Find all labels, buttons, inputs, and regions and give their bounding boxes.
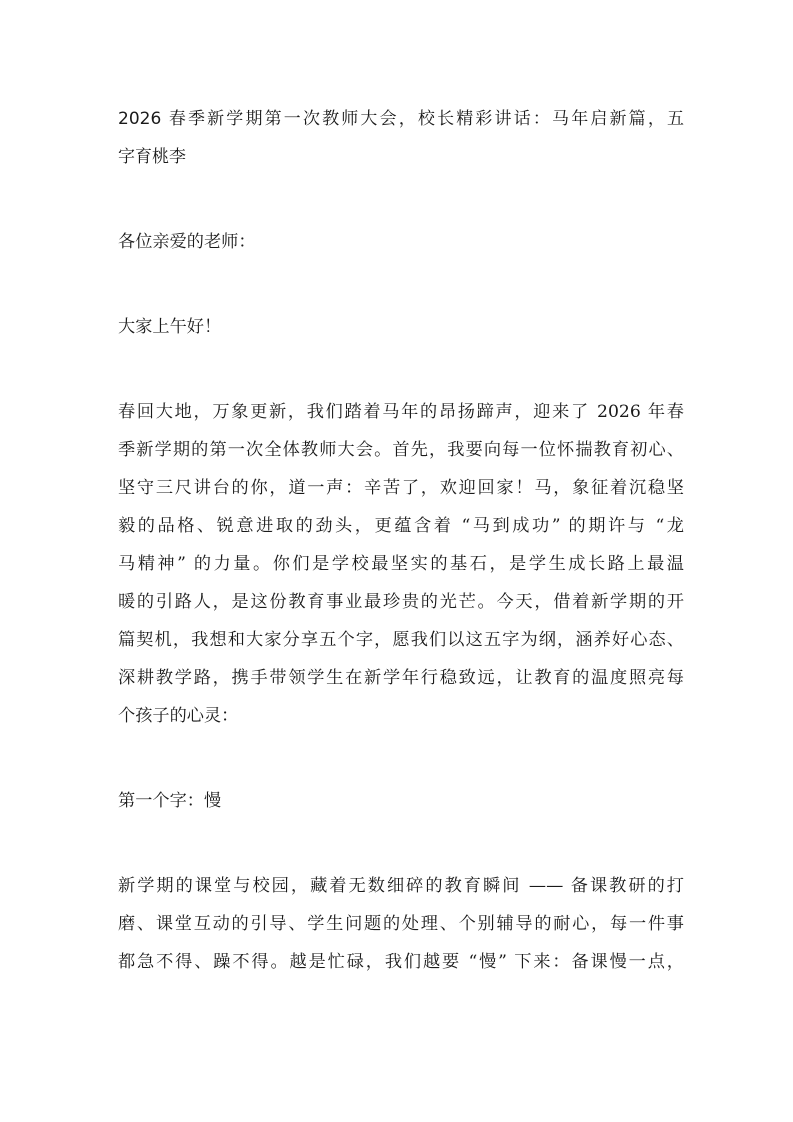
document-title xyxy=(118,100,684,176)
title-line: 2026 春季新学期第一次教师大会，校长精彩讲话：马年启新篇，五 xyxy=(118,109,684,129)
salutation: 各位亲爱的老师： xyxy=(118,232,256,252)
greeting: 大家上午好！ xyxy=(118,317,222,337)
section-heading: 第一个字：慢 xyxy=(118,791,222,811)
paragraph-line: 篇契机，我想和大家分享五个字，愿我们以这五字为纲，涵养好心态、 xyxy=(118,630,684,650)
paragraph-line: 深耕教学路，携手带领学生在新学年行稳致远，让教育的温度照亮每 xyxy=(118,668,684,688)
intro-paragraph xyxy=(118,393,684,735)
paragraph-line: 磨、课堂互动的引导、学生问题的处理、个别辅导的耐心，每一件事 xyxy=(118,914,684,934)
paragraph-line: 坚守三尺讲台的你，道一声：辛苦了，欢迎回家！马，象征着沉稳坚 xyxy=(118,478,684,498)
paragraph-line: 暖的引路人，是这份教育事业最珍贵的光芒。今天，借着新学期的开 xyxy=(118,592,684,612)
paragraph-line: 都急不得、躁不得。越是忙碌，我们越要 “慢” 下来：备课慢一点， xyxy=(118,952,684,972)
paragraph-line: 毅的品格、锐意进取的劲头，更蕴含着 “马到成功” 的期许与 “龙 xyxy=(118,516,684,536)
section1-paragraph xyxy=(118,867,684,981)
paragraph-line: 个孩子的心灵： xyxy=(118,706,239,726)
paragraph-line: 新学期的课堂与校园，藏着无数细碎的教育瞬间 —— 备课教研的打 xyxy=(118,876,684,896)
paragraph-line: 季新学期的第一次全体教师大会。首先，我要向每一位怀揣教育初心、 xyxy=(118,440,684,460)
document-page xyxy=(118,100,684,1028)
title-line: 字育桃李 xyxy=(118,147,186,167)
paragraph-line: 春回大地，万象更新，我们踏着马年的昂扬蹄声，迎来了 2026 年春 xyxy=(118,402,684,422)
paragraph-line: 马精神” 的力量。你们是学校最坚实的基石，是学生成长路上最温 xyxy=(118,554,684,574)
